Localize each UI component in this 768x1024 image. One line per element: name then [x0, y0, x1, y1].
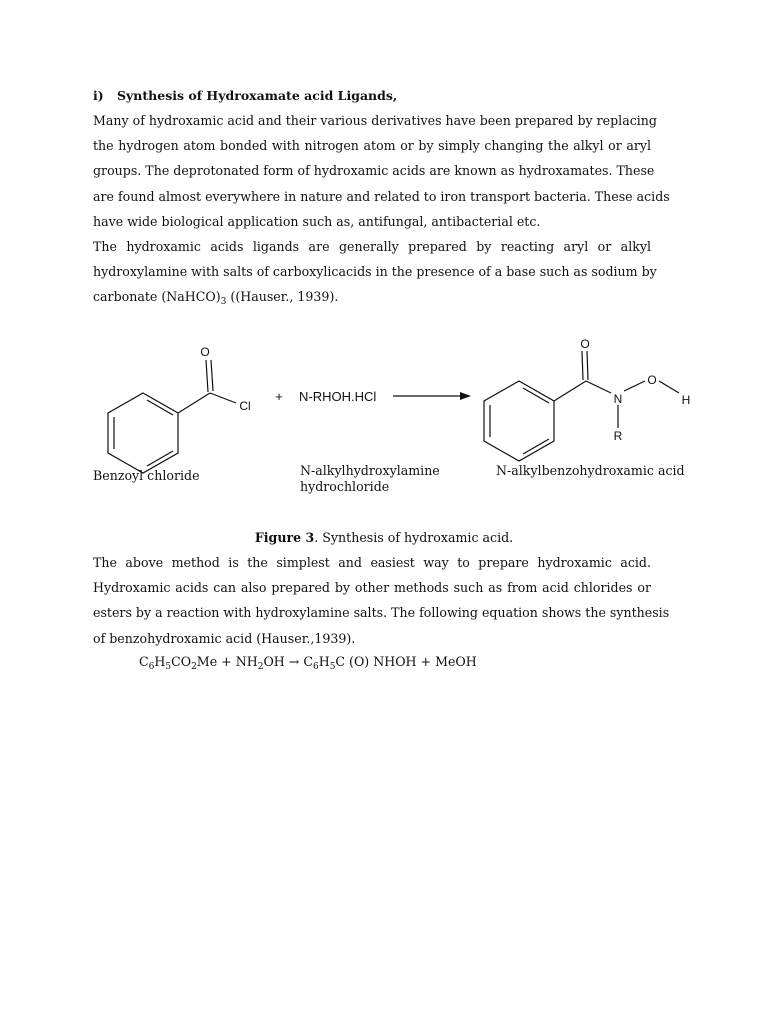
- text-line: esters by a reaction with hydroxylamine salts. The following equation shows the synthesis: [93, 605, 670, 621]
- figure-number: Figure 3: [254, 530, 315, 545]
- reagent-label: [300, 463, 440, 495]
- citation-text: ((Hauser., 1939).: [226, 289, 339, 305]
- bond-o-h: [659, 381, 679, 393]
- reagent-label-line: hydrochloride: [300, 479, 390, 494]
- benzene-ring: [484, 381, 554, 461]
- text-line: groups. The deprotonated form of hydroxamic acids are known as hydroxamates. These: [93, 163, 655, 179]
- reagent-formula: N-RHOH.HCl: [299, 389, 377, 404]
- bond-c-o-double-2: [587, 351, 588, 380]
- reagent-label-line: N-alkylhydroxylamine: [300, 463, 440, 478]
- reactant-label: Benzoyl chloride: [93, 468, 200, 483]
- atom-chlorine: Cl: [239, 399, 251, 413]
- bond-carbonyl-carbon: [554, 381, 586, 401]
- text-line: The hydroxamic acids ligands are generally prepared by reacting aryl or alkyl: [93, 239, 651, 254]
- atom-r-group: R: [613, 429, 623, 443]
- atom-oxygen: O: [580, 337, 590, 351]
- paragraph-preparation: [93, 234, 657, 310]
- section-title: Synthesis of Hydroxamate acid Ligands,: [117, 88, 398, 103]
- figure-caption: [0, 530, 768, 545]
- text-line: are found almost everywhere in nature and related to iron transport bacteria. These acids: [93, 188, 670, 204]
- caption-text: . Synthesis of hydroxamic acid.: [314, 530, 514, 545]
- text-line: of benzohydroxamic acid (Hauser.,1939).: [93, 630, 356, 646]
- text-line: the hydrogen atom bonded with nitrogen atom or by simply changing the alkyl or aryl: [93, 138, 651, 154]
- benzene-ring: [108, 393, 178, 473]
- plus-sign: +: [275, 389, 283, 404]
- arrow-head: [460, 392, 471, 400]
- text-line: The above method is the simplest and easiest way to prepare hydroxamic acid.: [93, 555, 651, 570]
- atom-oxygen: O: [647, 373, 657, 387]
- bond-c-o-double-1: [206, 360, 208, 392]
- bond-n-o: [624, 381, 645, 391]
- chemical-equation: $C_6H_5CO_2Me + NH_2OH \to C_6H_5C$ (O) NHOH + MeOH: [139, 654, 477, 672]
- formula-subscript: 3: [220, 297, 227, 308]
- atom-hydrogen: H: [681, 393, 691, 407]
- section-number: i): [93, 88, 104, 103]
- text-line-with-formula: [93, 284, 651, 309]
- text-line: hydroxylamine with salts of carboxylicacids in the presence of a base such as sodium by: [93, 264, 657, 280]
- bond-carbonyl-carbon: [178, 393, 210, 413]
- reaction-scheme: [90, 330, 710, 510]
- text-line: have wide biological application such as, antifungal, antibacterial etc.: [93, 213, 541, 229]
- bond-c-o-double-2: [211, 360, 213, 391]
- text-line: Many of hydroxamic acid and their various derivatives have been prepared by replacing: [93, 113, 657, 128]
- atom-oxygen: O: [200, 345, 210, 359]
- paragraph-methods: [93, 550, 670, 651]
- paragraph-intro: [93, 108, 670, 234]
- product-label: N-alkylbenzohydroxamic acid: [496, 463, 685, 478]
- bond-c-n: [586, 381, 611, 393]
- section-heading: [93, 88, 397, 103]
- bond-c-cl: [210, 393, 236, 403]
- text-line: Hydroxamic acids can also prepared by other methods such as from acid chlorides or: [93, 580, 651, 596]
- formula-text: carbonate (NaHCO): [93, 289, 221, 305]
- bond-c-o-double-1: [582, 351, 583, 380]
- atom-nitrogen: N: [613, 392, 623, 406]
